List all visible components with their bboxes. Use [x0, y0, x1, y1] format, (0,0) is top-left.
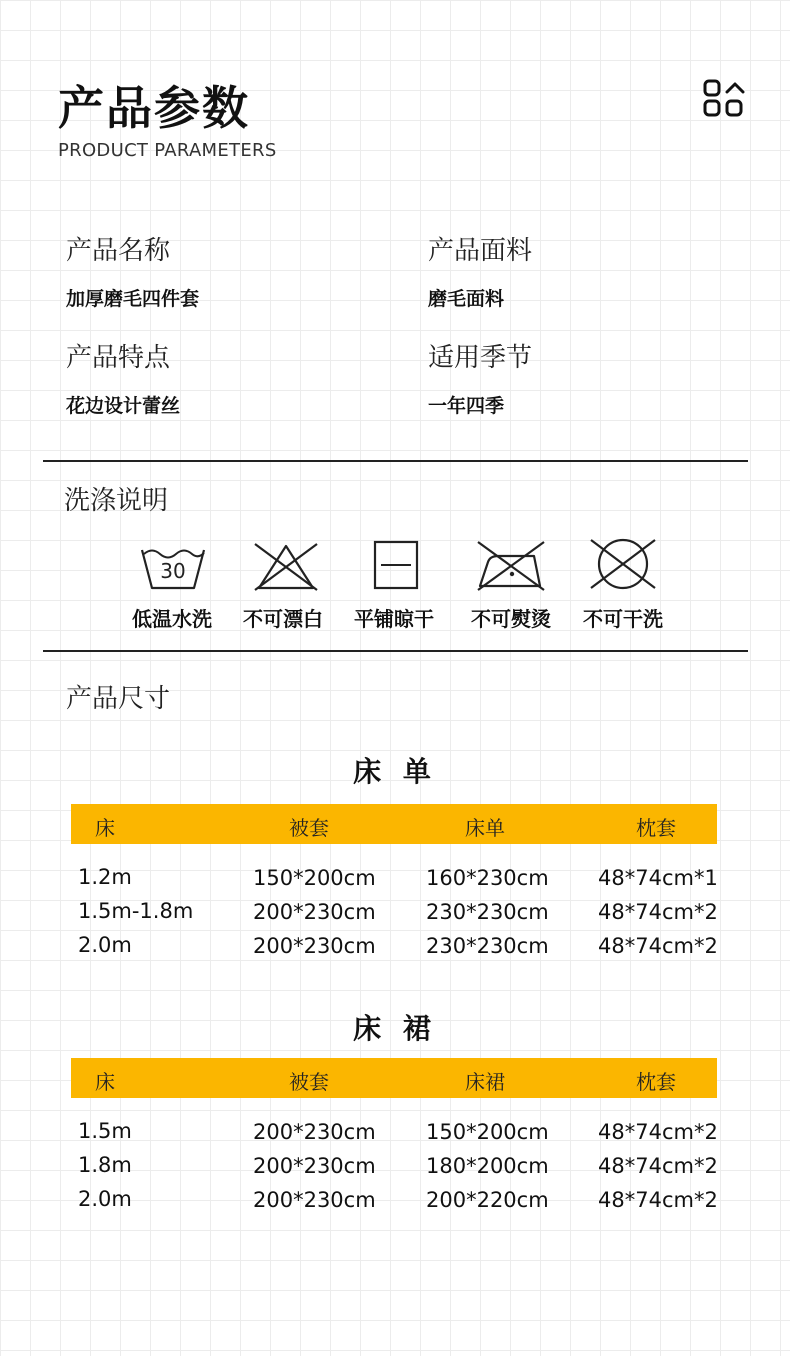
- wash-label-low-temp: 低温水洗: [132, 607, 212, 631]
- wash-label-no-dry-clean: 不可干洗: [583, 607, 663, 631]
- table-cell: 48*74cm*2: [598, 1188, 718, 1212]
- wash-30-icon: [138, 542, 208, 594]
- table-cell: 200*230cm: [253, 934, 376, 958]
- table-cell: 160*230cm: [426, 866, 549, 890]
- wash-label-no-iron: 不可熨烫: [471, 607, 551, 631]
- table-cell: 200*230cm: [253, 1120, 376, 1144]
- table-cell: 2.0m: [78, 1187, 132, 1211]
- table-cell: 2.0m: [78, 933, 132, 957]
- wash-label-dry-flat: 平铺晾干: [354, 607, 434, 631]
- page-subtitle: PRODUCT PARAMETERS: [58, 140, 277, 161]
- sizes-title: 产品尺寸: [66, 684, 171, 714]
- table-header-cell: 床: [95, 1070, 115, 1094]
- table-cell: 150*200cm: [426, 1120, 549, 1144]
- table-cell: 1.8m: [78, 1153, 132, 1177]
- table-header-cell: 枕套: [636, 816, 676, 840]
- page-title: 产品参数: [58, 81, 250, 135]
- param-value-season: 一年四季: [428, 395, 505, 417]
- table-header-cell: 被套: [289, 1070, 329, 1094]
- table-header-cell: 被套: [289, 816, 329, 840]
- table-cell: 48*74cm*2: [598, 1120, 718, 1144]
- param-label-feature: 产品特点: [66, 343, 171, 373]
- table-cell: 1.2m: [78, 865, 132, 889]
- wash-temp-text: 30: [160, 559, 186, 583]
- washing-title: 洗涤说明: [64, 486, 169, 516]
- table-cell: 200*230cm: [253, 1154, 376, 1178]
- table-header-bar: [71, 804, 717, 844]
- table-cell: 200*230cm: [253, 1188, 376, 1212]
- grid-logo-icon: [703, 78, 745, 118]
- param-label-name: 产品名称: [66, 236, 171, 266]
- no-iron-icon: [476, 540, 546, 592]
- table-cell: 150*200cm: [253, 866, 376, 890]
- table-cell: 200*230cm: [253, 900, 376, 924]
- table-header-cell: 枕套: [636, 1070, 676, 1094]
- table-cell: 200*220cm: [426, 1188, 549, 1212]
- param-value-name: 加厚磨毛四件套: [66, 288, 200, 310]
- divider: [43, 650, 748, 652]
- wash-label-no-bleach: 不可漂白: [243, 607, 323, 631]
- table-header-bar: [71, 1058, 717, 1098]
- no-dry-clean-icon: [588, 538, 658, 590]
- param-value-fabric: 磨毛面料: [428, 288, 505, 310]
- table-cell: 48*74cm*1: [598, 866, 718, 890]
- no-bleach-icon: [251, 540, 321, 592]
- param-label-fabric: 产品面料: [428, 236, 533, 266]
- table-cell: 230*230cm: [426, 900, 549, 924]
- table-cell: 48*74cm*2: [598, 900, 718, 924]
- param-value-feature: 花边设计蕾丝: [66, 395, 181, 417]
- table-cell: 48*74cm*2: [598, 934, 718, 958]
- table-header-cell: 床单: [465, 816, 505, 840]
- table-title-sheet: 床 单: [353, 755, 437, 788]
- table-cell: 48*74cm*2: [598, 1154, 718, 1178]
- table-cell: 1.5m: [78, 1119, 132, 1143]
- dry-flat-shade-icon: [361, 540, 431, 592]
- table-cell: 1.5m-1.8m: [78, 899, 194, 923]
- table-header-cell: 床: [95, 816, 115, 840]
- table-title-skirt: 床 裙: [353, 1012, 437, 1045]
- divider: [43, 460, 748, 462]
- table-header-cell: 床裙: [465, 1070, 505, 1094]
- table-cell: 180*200cm: [426, 1154, 549, 1178]
- table-cell: 230*230cm: [426, 934, 549, 958]
- param-label-season: 适用季节: [428, 343, 533, 373]
